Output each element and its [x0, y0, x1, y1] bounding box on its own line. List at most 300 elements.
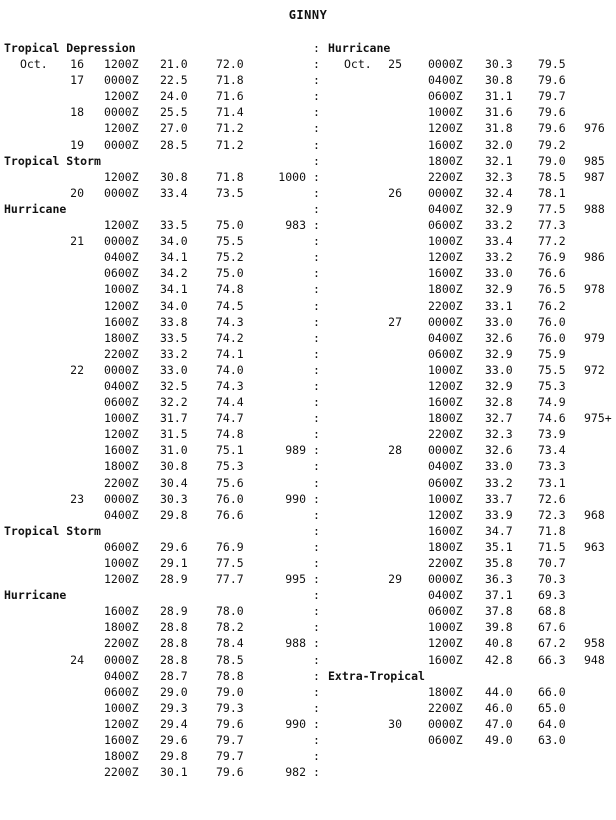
cell-lat: 30.4	[160, 475, 188, 490]
cell-time: 1000Z	[104, 700, 139, 715]
cell-lat: 47.0	[485, 716, 513, 731]
track-row	[328, 507, 616, 523]
cell-time: 1800Z	[104, 749, 139, 764]
cell-time: 1200Z	[428, 121, 463, 136]
cell-lon: 78.1	[538, 185, 566, 200]
cell-lat: 33.5	[160, 218, 188, 233]
cell-time: 0600Z	[428, 89, 463, 104]
section-header: Tropical Storm	[4, 523, 101, 538]
cell-lon: 74.6	[538, 411, 566, 426]
cell-lon: 71.8	[538, 523, 566, 538]
cell-day: 29	[388, 572, 402, 587]
cell-day: 26	[388, 185, 402, 200]
track-row	[328, 700, 616, 716]
cell-time: 1200Z	[104, 298, 139, 313]
cell-lon: 67.2	[538, 636, 566, 651]
cell-day: 17	[70, 73, 84, 88]
track-row	[4, 330, 310, 346]
cell-lon: 72.0	[216, 57, 244, 72]
cell-lat: 35.1	[485, 539, 513, 554]
cell-time: 1600Z	[104, 733, 139, 748]
cell-lon: 73.4	[538, 443, 566, 458]
track-row	[4, 716, 310, 732]
cell-lat: 34.1	[160, 282, 188, 297]
cell-time: 0600Z	[104, 539, 139, 554]
cell-lon: 79.7	[216, 749, 244, 764]
cell-lat: 37.8	[485, 604, 513, 619]
cell-time: 2200Z	[104, 475, 139, 490]
cell-lon: 79.5	[538, 57, 566, 72]
track-row	[328, 635, 616, 651]
track-row	[4, 491, 310, 507]
track-row	[328, 394, 616, 410]
cell-lon: 79.6	[538, 105, 566, 120]
cell-day: 23	[70, 491, 84, 506]
cell-lat: 25.5	[160, 105, 188, 120]
cell-lon: 71.2	[216, 121, 244, 136]
cell-lat: 37.1	[485, 588, 513, 603]
cell-time: 1200Z	[428, 378, 463, 393]
cell-pres: 982	[285, 765, 306, 780]
cell-lon: 69.3	[538, 588, 566, 603]
section-header: Hurricane	[4, 201, 67, 216]
cell-lat: 31.0	[160, 443, 188, 458]
track-row	[328, 475, 616, 491]
cell-time: 1200Z	[104, 572, 139, 587]
column-separator: : : : : : : : : : : : : : : : : : : : : : : : : : : : : : : : : : : : : : : : : : : : : : :	[313, 41, 320, 780]
left-column	[4, 40, 310, 780]
cell-time: 1000Z	[428, 105, 463, 120]
track-row	[4, 104, 310, 120]
cell-time: 1200Z	[104, 57, 139, 72]
cell-lon: 71.8	[216, 73, 244, 88]
cell-lon: 76.6	[538, 266, 566, 281]
track-row	[328, 555, 616, 571]
cell-pres: 1000	[278, 169, 306, 184]
cell-time: 1800Z	[428, 684, 463, 699]
section-header-row	[4, 523, 310, 539]
cell-lon: 75.1	[216, 443, 244, 458]
cell-lat: 34.0	[160, 298, 188, 313]
cell-lon: 77.5	[216, 556, 244, 570]
cell-lat: 21.0	[160, 57, 188, 72]
cell-time: 0000Z	[428, 572, 463, 587]
track-row	[328, 104, 616, 120]
track-row	[328, 491, 616, 507]
cell-time: 1800Z	[428, 153, 463, 168]
cell-lat: 31.7	[160, 411, 188, 426]
cell-pres: 987	[584, 169, 605, 184]
cell-time: 2200Z	[428, 556, 463, 570]
cell-time: 1600Z	[428, 137, 463, 152]
track-row	[328, 265, 616, 281]
cell-time: 0000Z	[104, 362, 139, 377]
cell-lat: 31.6	[485, 105, 513, 120]
track-row	[4, 137, 310, 153]
track-row	[4, 603, 310, 619]
cell-time: 0000Z	[428, 314, 463, 329]
cell-time: 1600Z	[428, 395, 463, 410]
cell-lon: 78.4	[216, 636, 244, 651]
track-row	[4, 635, 310, 651]
cell-lon: 73.1	[538, 475, 566, 490]
section-header-row	[4, 201, 310, 217]
cell-pres: 985	[584, 153, 605, 168]
cell-lat: 40.8	[485, 636, 513, 651]
track-row	[4, 298, 310, 314]
cell-lat: 36.3	[485, 572, 513, 587]
cell-lat: 30.8	[160, 169, 188, 184]
cell-lon: 76.9	[216, 539, 244, 554]
cell-pres: 988	[285, 636, 306, 651]
cell-time: 0000Z	[428, 443, 463, 458]
cell-lat: 33.0	[485, 459, 513, 474]
track-row	[4, 475, 310, 491]
track-row	[4, 346, 310, 362]
cell-lon: 74.8	[216, 282, 244, 297]
track-row	[4, 120, 310, 136]
cell-lon: 74.0	[216, 362, 244, 377]
cell-lat: 30.3	[160, 491, 188, 506]
cell-time: 0600Z	[428, 604, 463, 619]
cell-time: 2200Z	[104, 346, 139, 361]
track-row	[4, 265, 310, 281]
cell-time: 1600Z	[104, 314, 139, 329]
cell-lat: 28.7	[160, 668, 188, 683]
track-row	[328, 571, 616, 587]
cell-lon: 74.3	[216, 314, 244, 329]
cell-lon: 74.4	[216, 395, 244, 410]
track-row	[328, 88, 616, 104]
cell-lat: 49.0	[485, 733, 513, 748]
cell-lat: 31.8	[485, 121, 513, 136]
cell-lat: 31.1	[485, 89, 513, 104]
cell-pres: 975+	[584, 411, 612, 426]
track-row	[4, 684, 310, 700]
cell-lat: 28.9	[160, 604, 188, 619]
cell-lat: 34.1	[160, 250, 188, 265]
cell-lat: 34.0	[160, 234, 188, 249]
cell-lat: 28.9	[160, 572, 188, 587]
cell-pres: 976	[584, 121, 605, 136]
track-row	[328, 298, 616, 314]
cell-lat: 32.3	[485, 169, 513, 184]
track-row	[4, 410, 310, 426]
cell-day: 18	[70, 105, 84, 120]
cell-lat: 32.0	[485, 137, 513, 152]
cell-lat: 32.9	[485, 201, 513, 216]
cell-time: 0000Z	[104, 234, 139, 249]
cell-month: Oct.	[20, 57, 48, 72]
track-row	[4, 362, 310, 378]
cell-lon: 75.0	[216, 218, 244, 233]
cell-lon: 76.6	[216, 507, 244, 522]
cell-lat: 34.7	[485, 523, 513, 538]
cell-time: 0000Z	[104, 137, 139, 152]
section-header: Tropical Depression	[4, 41, 136, 55]
section-header: Hurricane	[4, 588, 67, 603]
cell-lon: 71.5	[538, 539, 566, 554]
cell-lat: 28.8	[160, 652, 188, 667]
cell-time: 0000Z	[428, 57, 463, 72]
cell-lon: 74.3	[216, 378, 244, 393]
cell-lat: 29.1	[160, 556, 188, 570]
cell-lat: 33.2	[485, 475, 513, 490]
track-row	[4, 571, 310, 587]
track-row	[328, 233, 616, 249]
cell-lat: 32.5	[160, 378, 188, 393]
track-row	[4, 555, 310, 571]
cell-lon: 75.5	[538, 362, 566, 377]
track-row	[328, 410, 616, 426]
cell-lon: 79.0	[538, 153, 566, 168]
right-column	[328, 40, 616, 748]
cell-time: 1200Z	[104, 121, 139, 136]
cell-day: 20	[70, 185, 84, 200]
cell-lon: 64.0	[538, 716, 566, 731]
cell-pres: 989	[285, 443, 306, 458]
cell-lon: 70.3	[538, 572, 566, 587]
cell-lon: 79.6	[538, 121, 566, 136]
track-row	[4, 88, 310, 104]
track-row	[328, 684, 616, 700]
cell-lat: 32.9	[485, 282, 513, 297]
cell-lat: 33.4	[160, 185, 188, 200]
cell-pres: 978	[584, 282, 605, 297]
cell-pres: 990	[285, 716, 306, 731]
cell-lat: 34.2	[160, 266, 188, 281]
cell-pres: 979	[584, 330, 605, 345]
cell-lon: 73.5	[216, 185, 244, 200]
cell-pres: 958	[584, 636, 605, 651]
cell-lon: 75.3	[216, 459, 244, 474]
track-row	[328, 442, 616, 458]
cell-lat: 28.8	[160, 636, 188, 651]
cell-lat: 33.0	[160, 362, 188, 377]
cell-lat: 42.8	[485, 652, 513, 667]
cell-lat: 28.8	[160, 620, 188, 635]
cell-lon: 75.9	[538, 346, 566, 361]
track-row	[328, 346, 616, 362]
cell-pres: 995	[285, 572, 306, 587]
document-title: GINNY	[288, 8, 328, 22]
cell-lon: 66.0	[538, 684, 566, 699]
cell-time: 1000Z	[104, 411, 139, 426]
track-row	[4, 233, 310, 249]
cell-time: 1200Z	[104, 218, 139, 233]
track-row	[328, 330, 616, 346]
track-row	[4, 764, 310, 780]
cell-lon: 77.2	[538, 234, 566, 249]
cell-lat: 29.4	[160, 716, 188, 731]
cell-day: 28	[388, 443, 402, 458]
cell-lon: 76.9	[538, 250, 566, 265]
track-row	[4, 185, 310, 201]
track-row	[4, 700, 310, 716]
cell-day: 25	[388, 57, 402, 72]
cell-lat: 44.0	[485, 684, 513, 699]
cell-lon: 78.2	[216, 620, 244, 635]
cell-lat: 46.0	[485, 700, 513, 715]
track-row	[4, 458, 310, 474]
track-row	[4, 314, 310, 330]
cell-lon: 78.5	[538, 169, 566, 184]
cell-lat: 29.6	[160, 539, 188, 554]
cell-time: 1600Z	[428, 523, 463, 538]
cell-lat: 29.8	[160, 507, 188, 522]
cell-time: 1800Z	[428, 282, 463, 297]
track-row	[328, 169, 616, 185]
cell-pres: 986	[584, 250, 605, 265]
track-row	[328, 281, 616, 297]
cell-lat: 32.3	[485, 427, 513, 442]
cell-lat: 29.0	[160, 684, 188, 699]
track-row	[328, 378, 616, 394]
cell-time: 1000Z	[104, 556, 139, 570]
cell-lat: 33.2	[160, 346, 188, 361]
cell-time: 0000Z	[104, 73, 139, 88]
section-header: Hurricane	[328, 41, 391, 55]
track-row	[4, 378, 310, 394]
track-row	[328, 458, 616, 474]
cell-lon: 65.0	[538, 700, 566, 715]
cell-lon: 79.6	[538, 73, 566, 88]
cell-lon: 74.1	[216, 346, 244, 361]
cell-lon: 73.9	[538, 427, 566, 442]
cell-lat: 33.1	[485, 298, 513, 313]
cell-lat: 29.3	[160, 700, 188, 715]
cell-lon: 77.3	[538, 218, 566, 233]
cell-lon: 78.5	[216, 652, 244, 667]
cell-time: 0600Z	[104, 684, 139, 699]
track-row	[328, 201, 616, 217]
cell-time: 1200Z	[428, 507, 463, 522]
cell-pres: 963	[584, 539, 605, 554]
cell-day: 16	[70, 57, 84, 72]
cell-lon: 78.8	[216, 668, 244, 683]
cell-time: 0000Z	[428, 716, 463, 731]
cell-time: 1200Z	[428, 250, 463, 265]
track-row	[4, 652, 310, 668]
cell-lon: 75.6	[216, 475, 244, 490]
cell-time: 0400Z	[428, 330, 463, 345]
track-row	[4, 426, 310, 442]
cell-lon: 77.7	[216, 572, 244, 587]
track-row	[4, 249, 310, 265]
cell-time: 0400Z	[104, 250, 139, 265]
cell-lon: 76.5	[538, 282, 566, 297]
cell-lon: 71.2	[216, 137, 244, 152]
section-header: Tropical Storm	[4, 153, 101, 168]
track-row	[4, 442, 310, 458]
cell-time: 0400Z	[428, 201, 463, 216]
cell-lat: 27.0	[160, 121, 188, 136]
track-row	[328, 716, 616, 732]
cell-lon: 79.2	[538, 137, 566, 152]
cell-lat: 28.5	[160, 137, 188, 152]
cell-lon: 76.0	[538, 314, 566, 329]
cell-month: Oct.	[344, 57, 372, 72]
cell-time: 0600Z	[104, 395, 139, 410]
cell-time: 2200Z	[428, 169, 463, 184]
track-row	[328, 249, 616, 265]
cell-time: 0400Z	[104, 668, 139, 683]
cell-pres: 983	[285, 218, 306, 233]
cell-time: 1600Z	[428, 266, 463, 281]
cell-time: 0000Z	[428, 185, 463, 200]
cell-pres: 988	[584, 201, 605, 216]
cell-time: 1200Z	[104, 89, 139, 104]
section-header-row	[4, 587, 310, 603]
cell-lat: 32.9	[485, 346, 513, 361]
cell-lon: 67.6	[538, 620, 566, 635]
track-row	[4, 217, 310, 233]
cell-lon: 71.4	[216, 105, 244, 120]
track-row	[4, 56, 310, 72]
section-header-row	[328, 668, 616, 684]
cell-time: 2200Z	[428, 700, 463, 715]
cell-day: 21	[70, 234, 84, 249]
cell-time: 1200Z	[104, 716, 139, 731]
cell-time: 2200Z	[428, 298, 463, 313]
track-row	[328, 523, 616, 539]
cell-lon: 63.0	[538, 733, 566, 748]
cell-pres: 968	[584, 507, 605, 522]
cell-lat: 30.8	[485, 73, 513, 88]
cell-lon: 74.8	[216, 427, 244, 442]
cell-time: 1600Z	[104, 604, 139, 619]
cell-lat: 29.8	[160, 749, 188, 764]
cell-lon: 68.8	[538, 604, 566, 619]
cell-time: 0400Z	[104, 378, 139, 393]
cell-lon: 72.6	[538, 491, 566, 506]
cell-time: 1600Z	[428, 652, 463, 667]
cell-time: 1800Z	[104, 330, 139, 345]
track-row	[328, 56, 616, 72]
cell-lon: 76.0	[216, 491, 244, 506]
cell-lat: 32.6	[485, 330, 513, 345]
track-row	[4, 394, 310, 410]
track-row	[328, 217, 616, 233]
cell-day: 22	[70, 362, 84, 377]
cell-lat: 33.0	[485, 314, 513, 329]
cell-lon: 74.9	[538, 395, 566, 410]
cell-lat: 33.0	[485, 266, 513, 281]
cell-lon: 79.6	[216, 765, 244, 780]
cell-time: 0000Z	[104, 105, 139, 120]
cell-time: 2200Z	[428, 427, 463, 442]
cell-time: 1000Z	[428, 362, 463, 377]
cell-time: 0600Z	[428, 475, 463, 490]
cell-time: 1200Z	[104, 427, 139, 442]
section-header-row	[4, 40, 310, 56]
section-header-row	[328, 40, 616, 56]
cell-time: 1800Z	[104, 620, 139, 635]
track-row	[4, 72, 310, 88]
cell-lon: 75.3	[538, 378, 566, 393]
cell-lat: 32.6	[485, 443, 513, 458]
cell-day: 30	[388, 716, 402, 731]
cell-lat: 30.1	[160, 765, 188, 780]
cell-day: 27	[388, 314, 402, 329]
cell-lat: 33.8	[160, 314, 188, 329]
cell-lat: 33.2	[485, 250, 513, 265]
cell-time: 0000Z	[104, 185, 139, 200]
cell-lon: 75.0	[216, 266, 244, 281]
cell-lat: 32.2	[160, 395, 188, 410]
cell-time: 1200Z	[104, 169, 139, 184]
cell-lon: 71.6	[216, 89, 244, 104]
